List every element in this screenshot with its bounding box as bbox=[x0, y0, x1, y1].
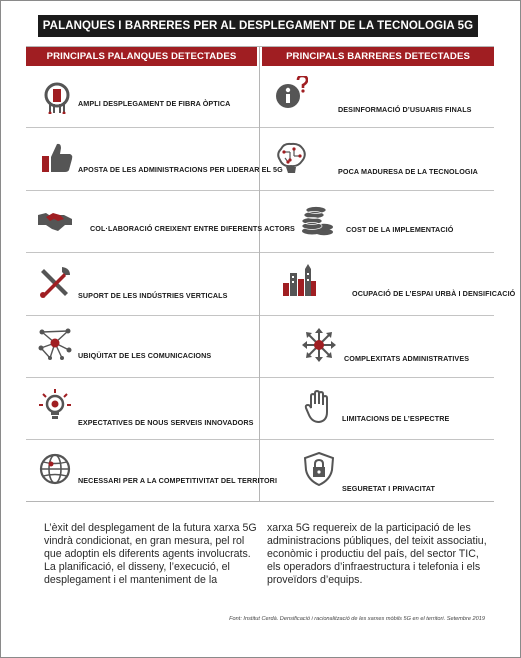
barrier-label: OCUPACIÓ DE L’ESPAI URBÀ I DENSIFICACIÓ bbox=[352, 289, 516, 299]
body-paragraph-right: xarxa 5G requereix de la participació de les administracions públiques, del teixit associatiu, econòmic i productiu del país, del sector TIC, els operadors d’infraestructura i telefonia i els proveïdors d’equips. bbox=[267, 522, 487, 586]
lever-row bbox=[26, 316, 259, 378]
barrier-row bbox=[260, 316, 494, 378]
lever-label: UBIQÜITAT DE LES COMUNICACIONS bbox=[78, 350, 212, 360]
lever-label: NECESSARI PER A LA COMPETITIVITAT DEL TERRITORI bbox=[78, 476, 278, 486]
lever-label: AMPLI DESPLEGAMENT DE FIBRA ÒPTICA bbox=[78, 99, 231, 108]
lever-label: APOSTA DE LES ADMINISTRACIONS PER LIDERAR EL 5G bbox=[78, 165, 283, 175]
lever-row bbox=[26, 253, 259, 315]
tools-icon bbox=[38, 265, 72, 299]
lever-label: SUPORT DE LES INDÚSTRIES VERTICALS bbox=[78, 291, 228, 301]
barrier-row bbox=[260, 128, 494, 190]
body-paragraph-left: L’èxit del desplegament de la futura xarxa 5G vindrà condicionat, en gran mesura, pel rol que adoptin els diferents agents involucrats. La planificació, el disseny, l’execució, el desplegament i el manteniment de la bbox=[44, 522, 257, 586]
circuit-brain-icon bbox=[274, 140, 308, 174]
levers-column bbox=[26, 47, 295, 501]
lever-row bbox=[26, 440, 278, 502]
city-buildings-icon bbox=[282, 263, 324, 297]
arrows-hub-icon bbox=[302, 328, 336, 362]
shield-lock-icon bbox=[302, 452, 336, 486]
info-question-icon bbox=[274, 76, 308, 110]
levers-header: PRINCIPALS PALANQUES DETECTADES bbox=[26, 47, 257, 66]
lightbulb-icon bbox=[38, 388, 72, 422]
page-title: PALANQUES I BARRERES PER AL DESPLEGAMENT DE LA TECNOLOGIA 5G bbox=[38, 15, 478, 37]
lever-row bbox=[26, 191, 295, 253]
barrier-label: COMPLEXITATS ADMINISTRATIVES bbox=[344, 353, 470, 363]
thumbs-up-icon bbox=[40, 140, 74, 174]
fiber-optic-icon bbox=[40, 80, 74, 114]
barrier-row bbox=[260, 66, 494, 128]
coins-icon bbox=[300, 203, 334, 237]
lever-label: EXPECTATIVES DE NOUS SERVEIS INNOVADORS bbox=[78, 417, 254, 427]
barriers-header: PRINCIPALS BARRERES DETECTADES bbox=[262, 47, 494, 66]
barrier-label: DESINFORMACIÓ D’USUARIS FINALS bbox=[338, 105, 472, 114]
lever-row bbox=[26, 128, 283, 190]
levers-barriers-table bbox=[26, 46, 516, 502]
lever-row bbox=[26, 66, 259, 128]
source-note: Font: Institut Cerdà. Densificació i racionalització de les xarxes mòbils 5G en el territori. Setembre 2019 bbox=[229, 616, 485, 622]
stop-hand-icon bbox=[302, 390, 336, 424]
lever-label: COL·LABORACIÓ CREIXENT ENTRE DIFERENTS ACTORS bbox=[90, 223, 295, 233]
barrier-label: POCA MADURESA DE LA TECNOLOGIA bbox=[338, 167, 478, 177]
barrier-label: LIMITACIONS DE L’ESPECTRE bbox=[342, 413, 450, 423]
network-icon bbox=[38, 326, 72, 360]
barriers-column bbox=[260, 47, 516, 501]
handshake-icon bbox=[38, 203, 72, 237]
lever-row bbox=[26, 378, 259, 440]
barrier-label: COST DE LA IMPLEMENTACIÓ bbox=[346, 224, 454, 234]
barrier-row bbox=[260, 191, 494, 253]
barrier-row bbox=[260, 378, 494, 440]
barrier-row bbox=[260, 440, 494, 502]
globe-icon bbox=[38, 452, 72, 486]
barrier-label: SEGURETAT I PRIVACITAT bbox=[342, 484, 435, 494]
barrier-row bbox=[260, 253, 516, 315]
